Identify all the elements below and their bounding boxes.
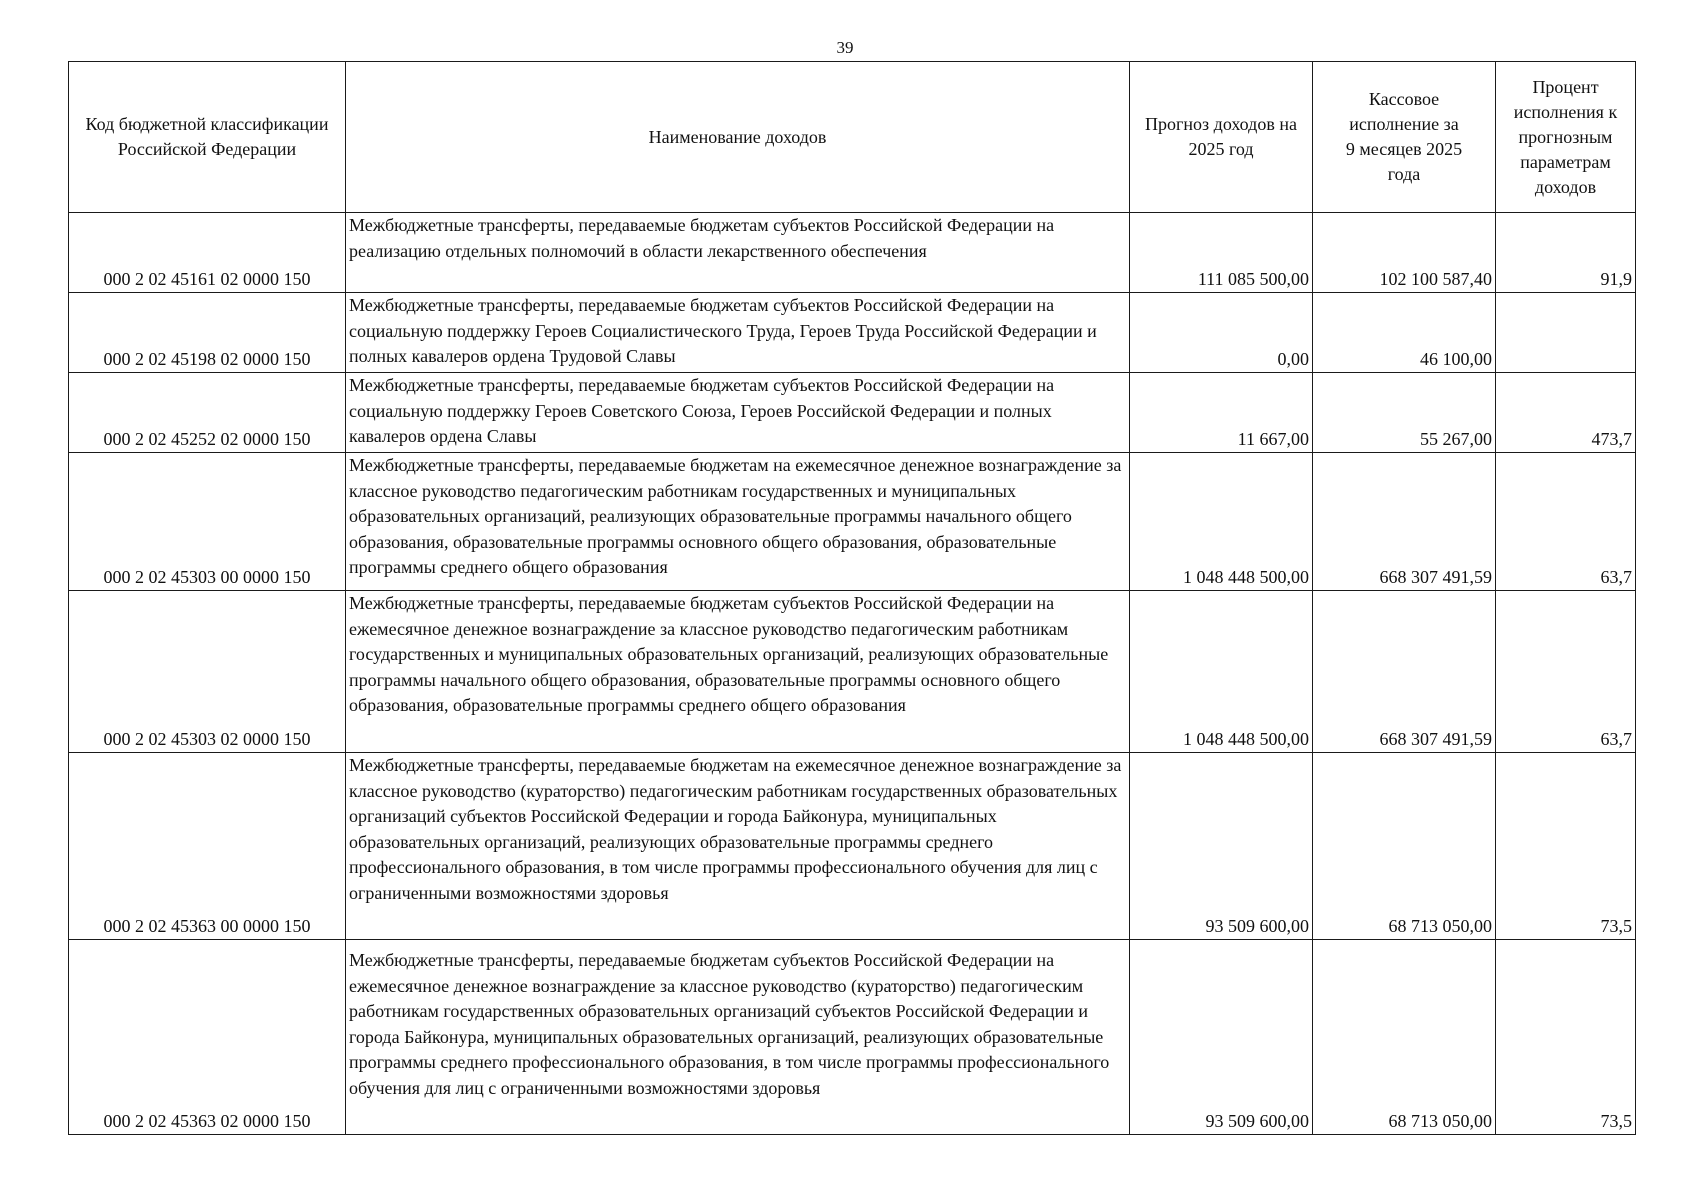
row-name: Межбюджетные трансферты, передаваемые бюджетам на ежемесячное денежное вознаграждение за классное руководство (кураторство) педагогическим работникам государственных образовательных организаций субъектов Российской Федерации и города Байконура, муниципальных образовательных организаций, реализующих образовательные программы среднего профессионального образования, в том числе программы профессионального обучения для лиц с ограниченными возможностями здоровья [346,753,1130,940]
row-forecast: 1 048 448 500,00 [1130,591,1313,753]
row-percent: 91,9 [1496,213,1636,293]
row-name: Межбюджетные трансферты, передаваемые бюджетам субъектов Российской Федерации на социальную поддержку Героев Советского Союза, Героев Российской Федерации и полных кавалеров ордена Славы [346,373,1130,453]
row-forecast: 11 667,00 [1130,373,1313,453]
row-percent: 473,7 [1496,373,1636,453]
row-forecast: 93 509 600,00 [1130,753,1313,940]
row-percent: 73,5 [1496,940,1636,1135]
row-forecast: 1 048 448 500,00 [1130,453,1313,591]
table-row [69,453,1636,591]
row-cash: 102 100 587,40 [1313,213,1496,293]
row-forecast: 93 509 600,00 [1130,940,1313,1135]
table-row [69,753,1636,940]
row-name: Межбюджетные трансферты, передаваемые бюджетам субъектов Российской Федерации на социальную поддержку Героев Социалистического Труда, Героев Труда Российской Федерации и полных кавалеров ордена Трудовой Славы [346,293,1130,373]
row-name: Межбюджетные трансферты, передаваемые бюджетам субъектов Российской Федерации на реализацию отдельных полномочий в области лекарственного обеспечения [346,213,1130,293]
row-percent [1496,293,1636,373]
row-code: 000 2 02 45161 02 0000 150 [69,213,346,293]
table-header-row [69,62,1636,213]
row-name: Межбюджетные трансферты, передаваемые бюджетам субъектов Российской Федерации на ежемесячное денежное вознаграждение за классное руководство педагогическим работникам государственных и муниципальных образовательных организаций, реализующих образовательные программы начального общего образования, образовательные программы основного общего образования, образовательные программы среднего общего образования [346,591,1130,753]
table-row [69,373,1636,453]
row-percent: 73,5 [1496,753,1636,940]
header-name: Наименование доходов [346,62,1130,213]
row-code: 000 2 02 45252 02 0000 150 [69,373,346,453]
header-forecast: Прогноз доходов на 2025 год [1130,62,1313,213]
page-number: 39 [836,38,854,57]
row-code: 000 2 02 45198 02 0000 150 [69,293,346,373]
table-row [69,940,1636,1135]
row-cash: 668 307 491,59 [1313,453,1496,591]
row-forecast: 0,00 [1130,293,1313,373]
row-cash: 668 307 491,59 [1313,591,1496,753]
row-forecast: 111 085 500,00 [1130,213,1313,293]
row-code: 000 2 02 45303 02 0000 150 [69,591,346,753]
header-percent: Процент исполнения к прогнозным параметрам доходов [1496,62,1636,213]
row-cash: 68 713 050,00 [1313,940,1496,1135]
header-cash: Кассовое исполнение за 9 месяцев 2025 года [1313,62,1496,213]
table-row [69,213,1636,293]
row-cash: 68 713 050,00 [1313,753,1496,940]
table-row [69,293,1636,373]
row-code: 000 2 02 45363 00 0000 150 [69,753,346,940]
row-name: Межбюджетные трансферты, передаваемые бюджетам на ежемесячное денежное вознаграждение за классное руководство педагогическим работникам государственных и муниципальных образовательных организаций, реализующих образовательные программы начального общего образования, образовательные программы основного общего образования, образовательные программы среднего общего образования [346,453,1130,591]
row-percent: 63,7 [1496,591,1636,753]
header-code: Код бюджетной классификации Российской Федерации [69,62,346,213]
row-cash: 55 267,00 [1313,373,1496,453]
row-cash: 46 100,00 [1313,293,1496,373]
row-code: 000 2 02 45363 02 0000 150 [69,940,346,1135]
row-percent: 63,7 [1496,453,1636,591]
row-name: Межбюджетные трансферты, передаваемые бюджетам субъектов Российской Федерации на ежемесячное денежное вознаграждение за классное руководство (кураторство) педагогическим работникам государственных образовательных организаций субъектов Российской Федерации и города Байконура, муниципальных образовательных организаций, реализующих образовательные программы среднего профессионального образования, в том числе программы профессионального обучения для лиц с ограниченными возможностями здоровья [346,940,1130,1135]
table-row [69,591,1636,753]
row-code: 000 2 02 45303 00 0000 150 [69,453,346,591]
revenue-table [68,61,1636,1135]
